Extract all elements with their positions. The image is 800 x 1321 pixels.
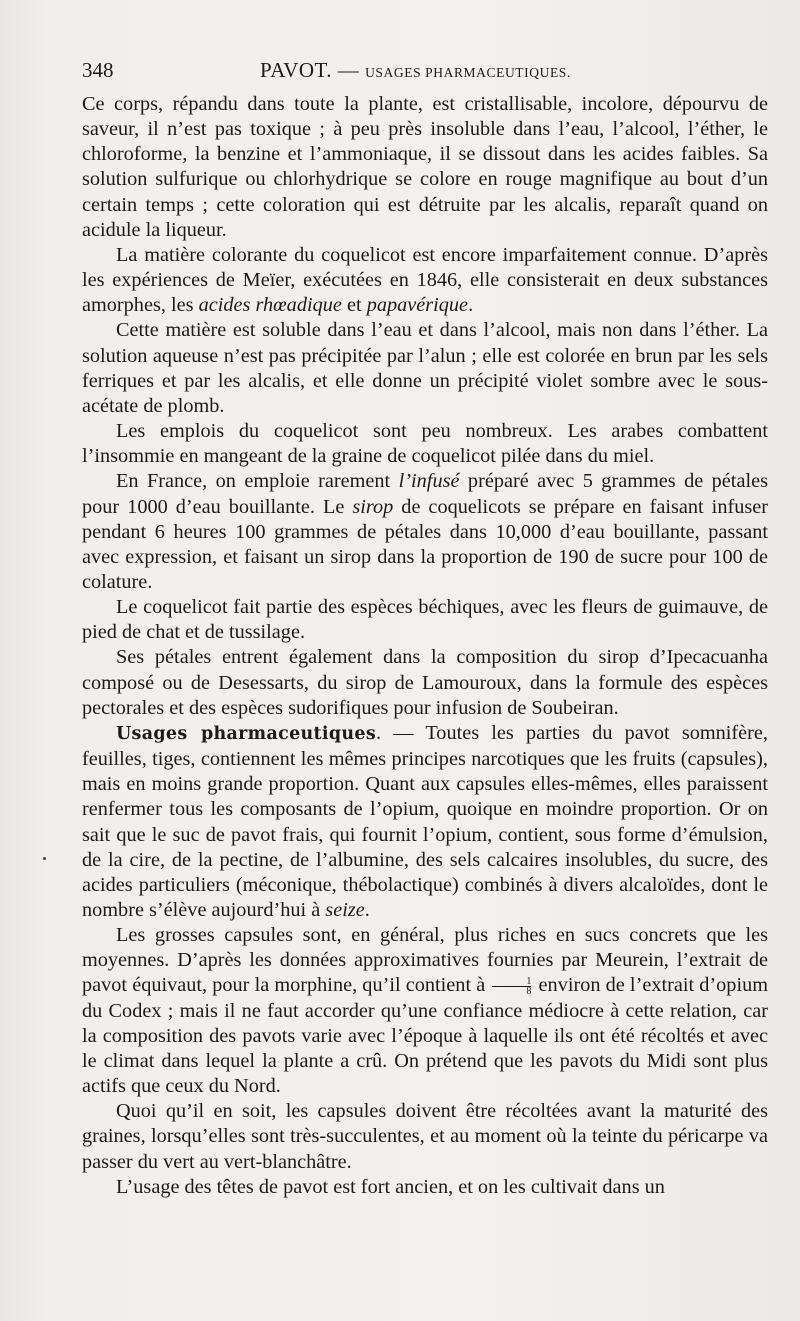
paragraph-2-text-a: La matière colorante du coquelicot est encore imparfaitement connue. D’après les expériences de Meïer, exécutées en 1846, elle consisterait en deux substances amorphes, les	[82, 243, 768, 317]
paragraph-11: L’usage des têtes de pavot est fort ancien, et on les cultivait dans un	[116, 1175, 665, 1198]
running-title-main: PAVOT. —	[260, 58, 360, 82]
section-heading: Usages pharmaceutiques	[116, 723, 377, 744]
paragraph-1: Ce corps, répandu dans toute la plante, est cristallisable, incolore, dépourvu de saveur, il n’est pas toxique ; à peu près insoluble dans l’eau, l’alcool, l’éther, le chloroforme, la benzine et l’ammoniaque, il se dissout dans les acides faibles. Sa solution sulfurique ou chlorhydrique se colore en rouge magnifique au bout d’un certain temps ; cette coloration qui est détruite par les alcalis, reparaît quand on acidule la liqueur.	[82, 93, 768, 241]
page-body	[82, 92, 768, 1200]
paragraph-6: Le coquelicot fait partie des espèces béchiques, avec les fleurs de guimauve, de pied de chat et de tussilage.	[82, 596, 768, 644]
page-header	[82, 58, 768, 88]
paragraph-2-text-c: .	[468, 294, 474, 317]
paragraph-5	[82, 469, 768, 595]
ink-speck	[43, 857, 46, 860]
paragraph-5-italic-1: l’infusé	[398, 470, 460, 493]
paragraph-7: Ses pétales entrent également dans la composition du sirop d’Ipecacuanha composé ou de Desessarts, du sirop de Lamouroux, dans la formule des espèces pectorales et des espèces sudorifiques pour infusion de Soubeiran.	[82, 646, 768, 719]
paragraph-4: Les emplois du coquelicot sont peu nombreux. Les arabes combattent l’insommie en mangeant de la graine de coquelicot pilée dans du miel.	[82, 420, 768, 468]
fraction-one-eighth	[492, 977, 531, 996]
paragraph-8-text-c: .	[364, 899, 370, 921]
paragraph-2-italic-2: papavérique	[366, 294, 469, 317]
paragraph-5-text-a: En France, on emploie rarement	[116, 470, 391, 493]
fraction-numerator: 1	[492, 977, 531, 987]
page-number: 348	[82, 58, 114, 82]
paragraph-5-text-b: préparé avec 5 grammes de pétales pour 1000 d’eau bouillante. Le	[82, 470, 768, 518]
paragraph-8-italic: seize	[325, 899, 365, 921]
paragraph-8	[82, 721, 768, 923]
paragraph-8-text-a: . — Toutes les parties du pavot somnifère, feuilles, tiges, contiennent les mêmes principes narcotiques que les fruits (capsules), mais en moins grande proportion. Quant aux capsules elles-mêmes, elles paraissent renfermer tous les composants de l’opium, quoique en moindre proportion. Or on sait que le suc de pavot frais, qui fournit l’opium, contient, sous forme d’émulsion, de la cire, de la pectine, de l’albumine, des sels calcaires insolubles, du sucre, des acides particuliers (méconique, thébolactique) combinés à divers alcaloïdes, dont le nombre s’élève aujourd’hui à	[82, 721, 769, 921]
paragraph-9	[82, 923, 768, 1099]
paragraph-3: Cette matière est soluble dans l’eau et dans l’alcool, mais non dans l’éther. La solution aqueuse n’est pas précipitée par l’alun ; elle est colorée en brun par les sels ferriques et par les alcalis, et elle donne un précipité violet sombre avec le sous-acétate de plomb.	[82, 319, 768, 417]
paragraph-2-text-b: et	[346, 294, 362, 317]
fraction-denominator: 8	[526, 986, 532, 998]
running-title-sub: USAGES PHARMACEUTIQUES.	[365, 65, 571, 80]
running-title	[260, 58, 571, 83]
paragraph-5-text-c: de coquelicots se prépare en faisant infuser pendant 6 heures 100 grammes de pétales dans 10,000 d’eau bouillante, passant avec expression, et faisant un sirop dans la proportion de 190 de sucre pour 100 de colature.	[82, 495, 768, 593]
paragraph-2-italic-1: acides rhœadique	[198, 294, 342, 317]
paragraph-2	[82, 243, 768, 318]
paragraph-9-text-b: environ de l’extrait d’opium du Codex ; mais il ne faut accorder qu’une confiance médiocre à cette relation, car la composition des pavots varie avec l’époque à laquelle ils ont été récoltés et avec le climat dans lequel la plante a crû. On prétend que les pavots du Midi sont plus actifs que ceux du Nord.	[82, 974, 768, 1098]
paragraph-5-italic-2: sirop	[352, 495, 394, 518]
paragraph-10: Quoi qu’il en soit, les capsules doivent être récoltées avant la maturité des graines, lorsqu’elles sont très-succulentes, et au moment où la teinte du péricarpe va passer du vert au vert-blanchâtre.	[82, 1100, 768, 1173]
paragraph-9-text-a: Les grosses capsules sont, en général, plus riches en sucs concrets que les moyennes. D’après les données approximatives fournies par Meurein, l’extrait de pavot équivaut, pour la morphine, qu’il contient à	[82, 924, 768, 997]
